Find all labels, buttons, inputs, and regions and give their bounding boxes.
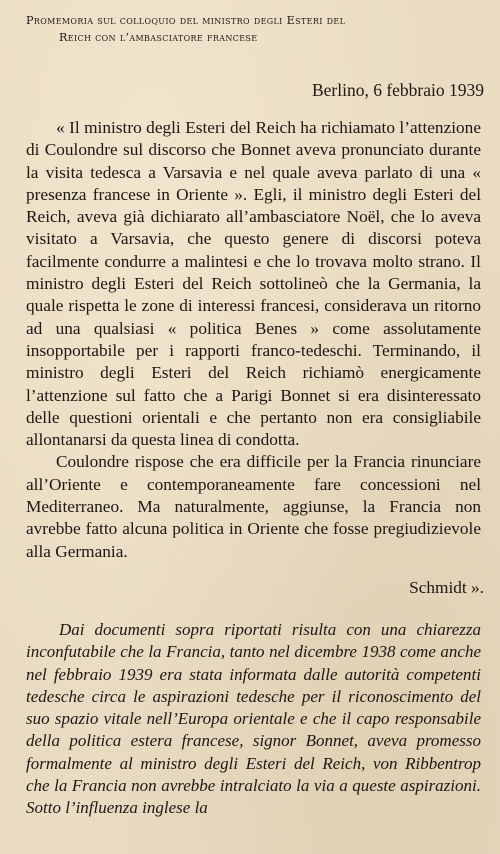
signature: Schmidt ». bbox=[409, 578, 484, 597]
commentary-paragraph: Dai documenti sopra riportati risulta con una chiarezza inconfutabile che la Francia, tanto nel dicembre 1938 come anche nel febbraio 1939 era stata informata dalle autorità competenti tedesche circa le aspirazioni tedesche per il riconoscimento del suo spazio vitale nell’Europa orientale e che il capo responsabile della politica estera francese, signor Bonnet, aveva promesso formalmente al ministro degli Esteri del Reich, von Ribbentrop che la Francia non avrebbe intralciato la via a queste aspirazioni. Sotto l’influenza inglese la bbox=[26, 620, 481, 818]
dateline: Berlino, 6 febbraio 1939 bbox=[311, 80, 484, 100]
report-paragraph-1: « Il ministro degli Esteri del Reich ha richiamato l’attenzione di Coulondre sul discorso che Bonnet aveva pronunciato durante la visita tedesca a Varsavia e nel quale aveva parlato di una « presenza francese in Oriente ». Egli, il ministro degli Esteri del Reich, aveva già dichiarato all’ambasciatore Noël, che lo aveva visitato a Varsavia, che questo genere di discorsi poteva facilmente condurre a malintesi e che lo trovava molto strano. Il ministro degli Esteri del Reich sottolineò che la Germania, la quale rispetta le zone di interessi francesi, considerava un ritorno ad una qualsiasi « politica Benes » come assolutamente insopportabile per i rapporti franco-tedeschi. Terminando, il ministro degli Esteri del Reich richiamò energicamente l’attenzione sul fatto che a Parigi Bonnet si era disinteressato delle questioni orientali e che pertanto non era consigliabile allontanarsi da questa linea di condotta. bbox=[26, 118, 481, 450]
report-body bbox=[26, 117, 481, 563]
heading-line-1: Promemoria sul colloquio del ministro degli Esteri del bbox=[26, 14, 346, 27]
commentary-text bbox=[26, 619, 481, 820]
heading-line-2: Reich con l’ambasciatore francese bbox=[59, 31, 258, 44]
document-heading bbox=[26, 12, 486, 46]
report-paragraph-2: Coulondre rispose che era difficile per la Francia rinunciare all’Oriente e contemporaneamente fare concessioni nel Mediterraneo. Ma naturalmente, aggiunse, la Francia non avrebbe fatto alcuna politica in Oriente che fosse pregiudizievole alla Germania. bbox=[26, 452, 481, 561]
